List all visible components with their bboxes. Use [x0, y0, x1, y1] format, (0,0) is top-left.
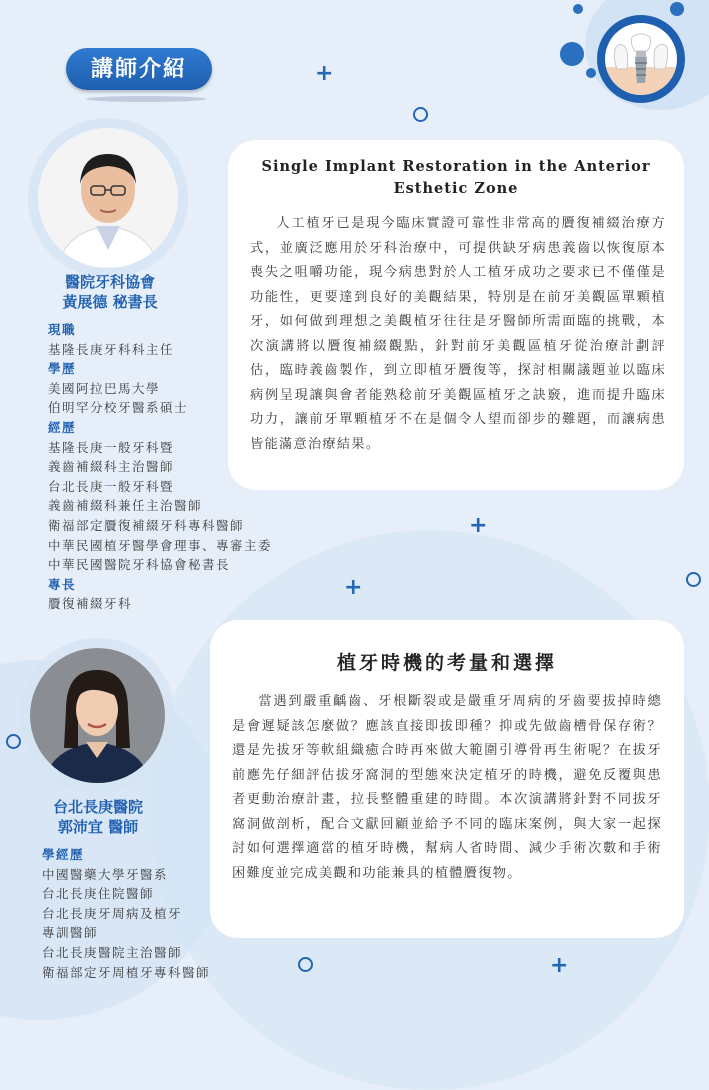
cv-heading: 專長 [48, 576, 77, 592]
cv-heading: 學歷 [48, 361, 77, 377]
talk2-title: 植牙時機的考量和選擇 [336, 652, 557, 674]
cv-item: 台北長庚醫院主治醫師 [42, 944, 183, 960]
cv-item: 基隆長庚牙科科主任 [48, 341, 175, 357]
cv-item: 台北長庚住院醫師 [42, 886, 155, 902]
cv-item: 義齒補綴科兼任主治醫師 [48, 498, 203, 514]
speaker1-photo [38, 128, 178, 268]
speaker2-name-title: 郭沛宜 醫師 [57, 818, 139, 836]
speaker2-affiliation: 台北長庚醫院 [52, 798, 143, 816]
cv-heading: 學經歷 [42, 847, 85, 862]
ring-decoration [298, 957, 313, 972]
cv-item: 中國醫藥大學牙醫系 [42, 866, 169, 882]
talk1-title-line1: Single Implant Restoration in the Anterior [261, 158, 651, 175]
bubble-dot [586, 68, 596, 78]
talk1-card [228, 140, 684, 490]
speaker1-name-block [30, 272, 190, 312]
section-title: 講師介紹 [66, 48, 212, 90]
cv-item: 專訓醫師 [42, 925, 99, 941]
talk1-body [250, 212, 666, 457]
implant-badge [597, 15, 685, 103]
plus-decoration: + [344, 575, 363, 600]
bubble-dot [560, 42, 584, 66]
cv-item: 中華民國植牙醫學會理事、專審主委 [48, 537, 273, 553]
cv-item: 贗復補綴牙科 [48, 596, 133, 612]
talk2-body [232, 690, 662, 886]
speaker2-photo [30, 648, 165, 783]
speaker1-affiliation: 醫院牙科協會 [64, 273, 155, 291]
talk1-title [244, 156, 668, 200]
cv-item: 美國阿拉巴馬大學 [48, 380, 161, 396]
speaker2-portrait [30, 648, 165, 783]
plus-decoration: + [550, 953, 569, 978]
plus-decoration: + [469, 513, 488, 538]
talk2-card [210, 620, 684, 938]
ring-decoration [6, 734, 21, 749]
bubble-dot [573, 4, 583, 14]
speaker1-name-title: 黃展德 秘書長 [62, 293, 158, 311]
talk2-body-text: 當遇到嚴重齲齒、牙根斷裂或是嚴重牙周病的牙齒要拔掉時總是會遲疑該怎麼做？應該直接即拔即種？抑或先做齒槽骨保存術？還是先拔牙等軟組織癒合時再來做大範圍引導骨再生術呢？在拔牙前應先仔細評估拔牙窩洞的型態來決定植牙的時機，避免反覆與患者更動治療計畫，拉長整體重建的時間。本次演講將針對不同拔牙窩洞做剖析，配合文獻回顧並給予不同的臨床案例，與大家一起探討如何選擇適當的植牙時機，幫病人省時間、減少手術次數和手術困難度並完成美觀和功能兼具的植體贗復物。 [232, 694, 662, 881]
cv-heading: 現職 [48, 322, 77, 337]
cv-heading: 經歷 [48, 419, 77, 435]
plus-decoration: + [315, 61, 334, 86]
ring-decoration [686, 572, 701, 587]
section-title-shadow [86, 96, 206, 102]
talk1-title-line2: Esthetic Zone [393, 180, 519, 197]
cv-item: 台北長庚牙周病及植牙 [42, 905, 183, 921]
bubble-dot [670, 2, 684, 16]
cv-item: 義齒補綴科主治醫師 [48, 459, 175, 475]
ring-decoration [413, 107, 428, 122]
cv-item: 伯明罕分校牙醫系碩士 [48, 400, 189, 416]
talk1-body-text: 人工植牙已是現今臨床實證可靠性非常高的贗復補綴治療方式，並廣泛應用於牙科治療中，可提供缺牙病患義齒以恢復原本喪失之咀嚼功能，現今病患對於人工植牙成功之要求已不僅僅是功能性，更要達到良好的美觀結果，特別是在前牙美觀區單顆植牙，如何做到理想之美觀植牙往往是牙醫師所需面臨的挑戰，本次演講將以贗復補綴觀點，針對前牙美觀區植牙從治療計劃評估，臨時義齒製作，到立即植牙贗復等，探討相關議題並以臨床病例呈現讓與會者能熟稔前牙美觀區植牙之訣竅，進而提升臨床功力，讓前牙單顆植牙不在是個令人望而卻步的難題，而讓病患皆能滿意治療結果。 [250, 216, 666, 452]
cv-item: 基隆長庚一般牙科暨 [48, 439, 175, 455]
cv-item: 衛福部定牙周植牙專科醫師 [42, 964, 211, 980]
cv-item: 中華民國醫院牙科協會秘書長 [48, 557, 231, 573]
dental-implant-icon [605, 23, 677, 95]
cv-item: 衛福部定贗復補綴牙科專科醫師 [48, 517, 245, 533]
cv-item: 台北長庚一般牙科暨 [48, 478, 175, 494]
speaker2-name-block [18, 797, 178, 837]
speaker1-portrait [38, 128, 178, 268]
